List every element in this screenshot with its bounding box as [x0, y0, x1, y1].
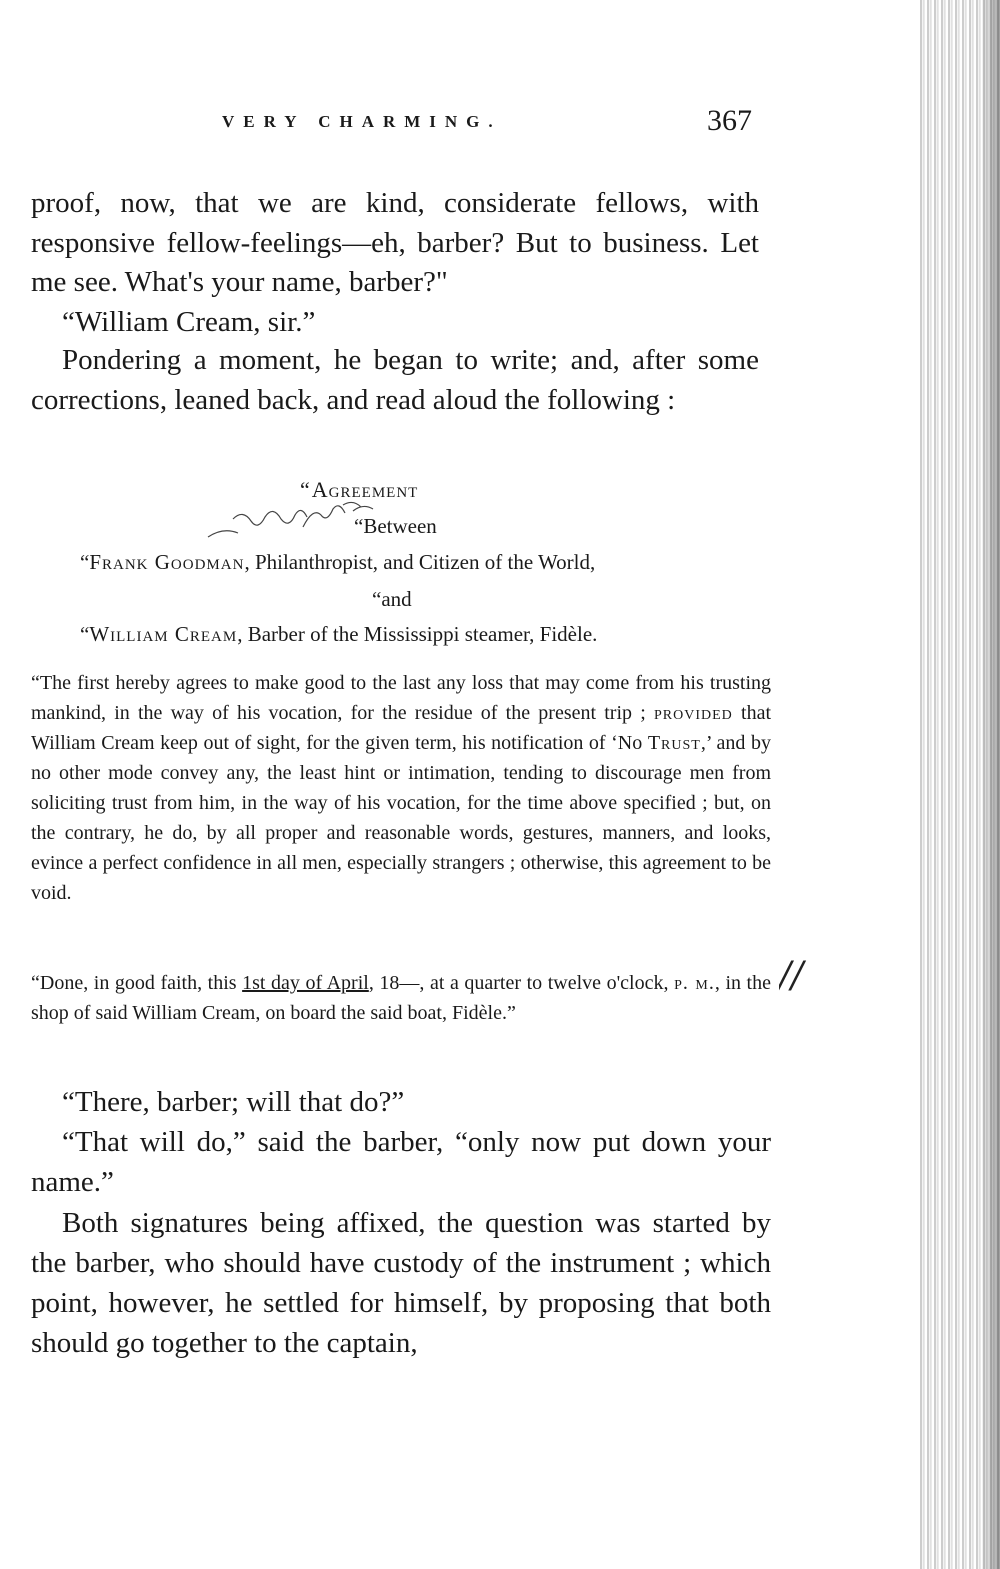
agreement-party-2: “William Cream, Barber of the Mississippi steamer, Fidèle. — [80, 622, 598, 646]
paragraph-2: “William Cream, sir.” — [62, 305, 316, 338]
agreement-party-1: “Frank Goodman, Philanthropist, and Citizen of the World, — [80, 550, 596, 574]
svg-text://: // — [779, 955, 804, 996]
running-title: VERY CHARMING. — [222, 112, 502, 131]
paragraph-pondering — [31, 341, 759, 420]
agreement-title: “Agreement — [300, 477, 419, 502]
page-edge-shadow — [982, 0, 1000, 1569]
paragraph-4: “There, barber; will that do?” — [62, 1086, 405, 1118]
paragraph-signatures — [31, 1203, 771, 1363]
margin-mark — [779, 951, 813, 997]
paragraph-6: Both signatures being affixed, the question was started by the barber, who should have custody of the instrument ; which point, however, he settled for himself, by proposing that both should go together to the captain, — [31, 1207, 771, 1359]
paragraph-3: Pondering a moment, he began to write; and, after some corrections, leaned back, and read aloud the following : — [31, 344, 759, 416]
agreement-done: “Done, in good faith, this 1st day of April, 18—, at a quarter to twelve o'clock, p. m., in the shop of said William Cream, on board the said boat, Fidèle.” — [31, 972, 771, 1024]
agreement-between: “Between — [354, 514, 437, 538]
paragraph-1: proof, now, that we are kind, considerate fellows, with responsive fellow-feelings—eh, barber? But to business. Let me see. What's your name, barber?" — [31, 187, 759, 298]
underlined-date: 1st day of April — [242, 972, 369, 994]
paragraph-5: “That will do,” said the barber, “only now put down your name.” — [31, 1126, 771, 1198]
agreement-and: “and — [372, 587, 412, 611]
page-number: 367 — [707, 104, 752, 137]
paragraph-opening — [31, 184, 759, 342]
agreement-body: “The first hereby agrees to make good to the last any loss that may come from his trusting mankind, in the way of his vocation, for the residue of the present trip ; provided that William Cream keep out of sight, for the given term, his notification of ‘No Trust,’ and by no other mode convey any, the least hint or intimation, tending to discourage men from soliciting trust from him, in the way of his vocation, for the time above specified ; but, on the contrary, he do, by all proper and reasonable words, gestures, manners, and looks, evince a perfect confidence in all men, especially strangers ; otherwise, this agreement to be void. — [31, 672, 771, 904]
handwritten-scribble — [203, 497, 378, 543]
paragraph-there-barber — [31, 1082, 771, 1202]
